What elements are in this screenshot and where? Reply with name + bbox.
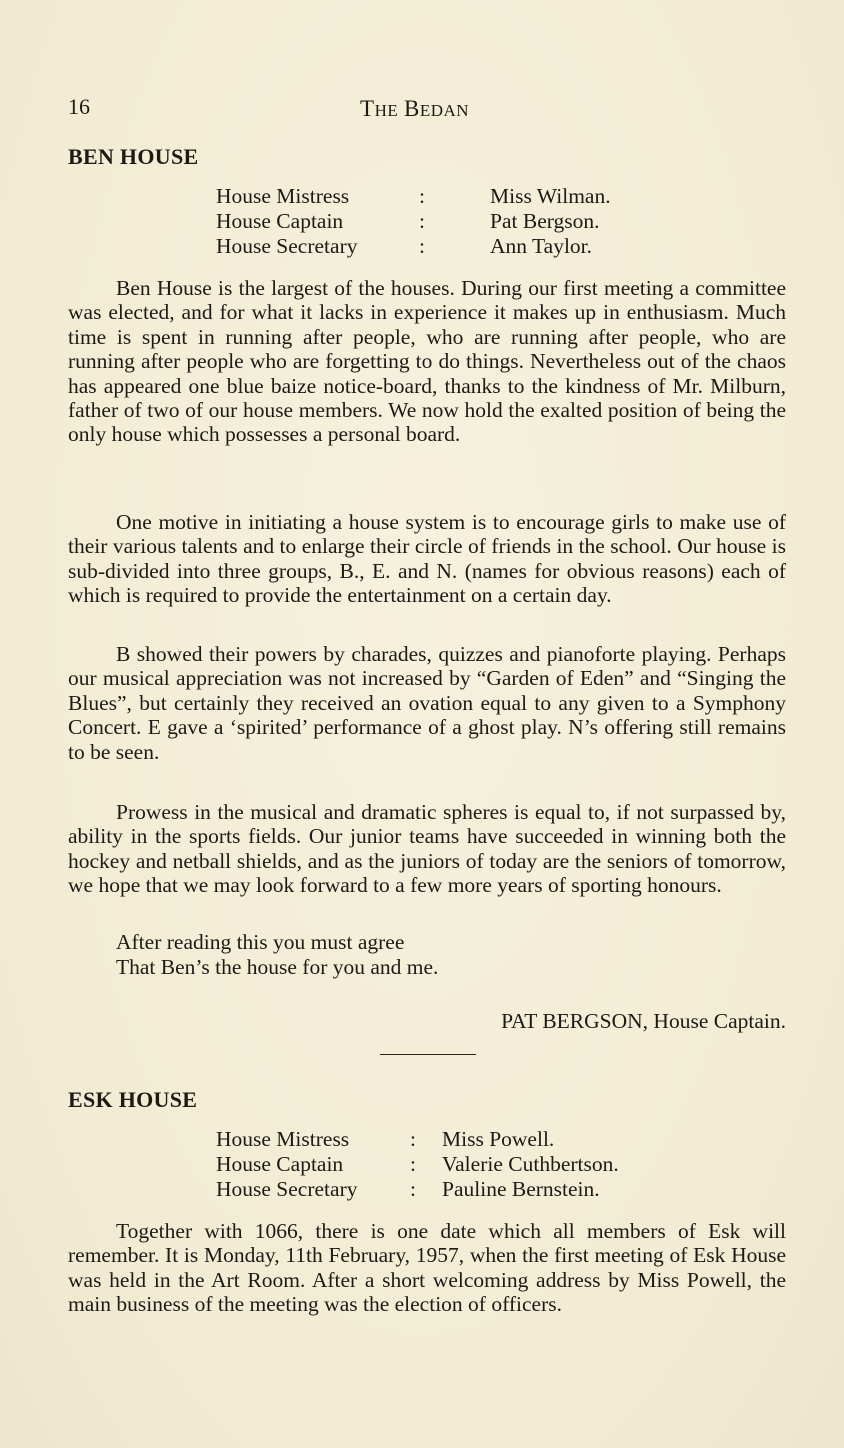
officer-colon: : — [419, 209, 425, 233]
esk-house-heading: ESK HOUSE — [68, 1087, 198, 1112]
officer-row — [216, 1152, 696, 1177]
running-head-rest-2: EDAN — [419, 101, 470, 120]
officer-role: House Mistress — [216, 1127, 350, 1151]
officer-role: House Secretary — [216, 1177, 358, 1201]
ben-paragraph: One motive in initiating a house system is to encourage girls to make use of their various talents and to enlarge their circle of friends in the school. Our house is sub-divided into three groups, B., E. and N. (names for obvious reasons) each of which is required to provide the entertainment on a certain day. — [68, 510, 786, 608]
ben-paragraph: Prowess in the musical and dramatic spheres is equal to, if not surpassed by, ability in the sports fields. Our junior teams have succeeded in winning both the hockey and netball shields, and as the juniors of today are the seniors of tomorrow, we hope that we may look forward to a few more years of sporting honours. — [68, 800, 786, 898]
officer-name: Ann Taylor. — [490, 234, 593, 258]
officer-row — [216, 184, 696, 209]
officer-colon: : — [410, 1127, 416, 1151]
verse-line: That Ben’s the house for you and me. — [116, 955, 439, 979]
ben-paragraph: B showed their powers by charades, quizzes and pianoforte playing. Perhaps our musical appreciation was not increased by “Garden of Eden” and “Singing the Blues”, but certainly they received an ovation equal to any given to a Symphony Concert. E gave a ‘spirited’ performance of a ghost play. N’s offering still remains to be seen. — [68, 642, 786, 764]
signature: PAT BERGSON, House Captain. — [501, 1009, 786, 1033]
verse-line: After reading this you must agree — [116, 930, 405, 954]
officer-name: Miss Powell. — [442, 1127, 555, 1151]
running-head-initial-1: T — [360, 96, 375, 121]
ben-paragraph: Ben House is the largest of the houses. During our first meeting a committee was elected, and for what it lacks in experience it makes up in enthusiasm. Much time is spent in running after people, who are running after people, who are running after people who are forgetting to do things. Nevertheless out of the chaos has appeared one blue baize notice-board, thanks to the kindness of Mr. Milburn, father of two of our house members. We now hold the exalted position of being the only house which possesses a personal board. — [68, 276, 786, 447]
section-divider — [380, 1054, 476, 1055]
officer-row — [216, 234, 696, 259]
officer-role: House Captain — [216, 1152, 344, 1176]
officer-colon: : — [419, 234, 425, 258]
running-head-rest-1: HE — [374, 101, 399, 120]
ben-house-heading: BEN HOUSE — [68, 144, 199, 169]
officer-role: House Secretary — [216, 234, 358, 258]
officer-name: Pauline Bernstein. — [442, 1177, 600, 1201]
officer-row — [216, 209, 696, 234]
esk-paragraph: Together with 1066, there is one date which all members of Esk will remember. It is Monday, 11th February, 1957, when the first meeting of Esk House was held in the Art Room. After a short welcoming address by Miss Powell, the main business of the meeting was the election of officers. — [68, 1219, 786, 1317]
ben-house-officers — [216, 184, 696, 259]
officer-role: House Captain — [216, 209, 344, 233]
running-head-initial-2: B — [403, 96, 420, 121]
esk-house-officers — [216, 1127, 696, 1202]
officer-name: Valerie Cuthbertson. — [442, 1152, 619, 1176]
page-number: 16 — [68, 94, 90, 119]
officer-colon: : — [419, 184, 425, 208]
officer-colon: : — [410, 1152, 416, 1176]
verse — [116, 930, 438, 980]
officer-name: Miss Wilman. — [490, 184, 611, 208]
officer-colon: : — [410, 1177, 416, 1201]
officer-row — [216, 1177, 696, 1202]
officer-role: House Mistress — [216, 184, 350, 208]
officer-row — [216, 1127, 696, 1152]
running-head — [360, 96, 469, 122]
officer-name: Pat Bergson. — [490, 209, 600, 233]
